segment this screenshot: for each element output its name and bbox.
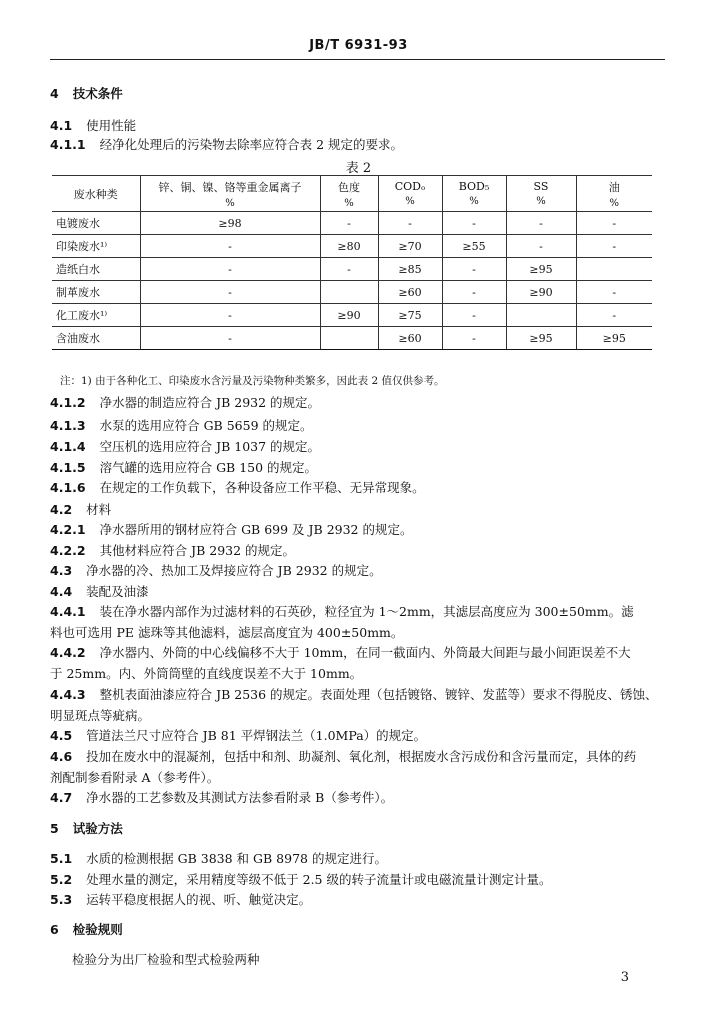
clause-4-3: 4.3 净水器的冷、热加工及焊接应符合 JB 2932 的规定。: [50, 563, 382, 578]
cell-cod: ≥60: [378, 327, 442, 350]
clause-4-1: 4.1 使用性能: [50, 118, 137, 133]
clause-4-2: 4.2 材料: [50, 502, 112, 517]
cell-ss: -: [506, 212, 576, 235]
cell-ss: -: [506, 235, 576, 258]
cell-oil: -: [576, 304, 652, 327]
table-row: [52, 304, 652, 327]
table-row: [52, 327, 652, 350]
cell-bod: -: [442, 281, 506, 304]
cell-kind: 制革废水: [52, 281, 140, 304]
header-rule: [50, 59, 665, 60]
clause-4-1-1: 4.1.1 经净化处理后的污染物去除率应符合表 2 规定的要求。: [50, 137, 403, 152]
cell-color: -: [320, 212, 378, 235]
clause-5-1: 5.1 水质的检测根据 GB 3838 和 GB 8978 的规定进行。: [50, 851, 387, 866]
cell-ss: ≥95: [506, 258, 576, 281]
cell-bod: -: [442, 304, 506, 327]
clause-4-1-5: 4.1.5 溶气罐的选用应符合 GB 150 的规定。: [50, 460, 318, 475]
clause-4-1-3: 4.1.3 水泵的选用应符合 GB 5659 的规定。: [50, 418, 313, 433]
clause-4-4: 4.4 装配及油漆: [50, 584, 149, 599]
header-cod: CODₒ %: [378, 176, 442, 212]
cell-oil: ≥95: [576, 327, 652, 350]
cell-bod: -: [442, 327, 506, 350]
cell-color: [320, 327, 378, 350]
cell-ss: ≥90: [506, 281, 576, 304]
cell-metal: -: [140, 327, 320, 350]
section-6-heading: 6 检验规则: [50, 922, 123, 937]
cell-kind: 化工废水¹⁾: [52, 304, 140, 327]
table-row: [52, 212, 652, 235]
clause-4-1-4: 4.1.4 空压机的选用应符合 JB 1037 的规定。: [50, 439, 321, 454]
cell-metal: -: [140, 258, 320, 281]
table-note: 注：1) 由于各种化工、印染废水含污量及污染物种类繁多，因此表 2 值仅供参考。: [60, 375, 445, 387]
cell-ss: ≥95: [506, 327, 576, 350]
cell-oil: -: [576, 235, 652, 258]
cell-color: ≥90: [320, 304, 378, 327]
header-color: 色度 %: [320, 176, 378, 212]
table-2-title: 表 2: [345, 161, 372, 176]
clause-4-7: 4.7 净水器的工艺参数及其测试方法参看附录 B（参考件）。: [50, 790, 394, 805]
clause-4-4-2-continued: 于 25mm。内、外筒筒壁的直线度误差不大于 10mm。: [50, 666, 363, 681]
cell-cod: ≥75: [378, 304, 442, 327]
cell-bod: -: [442, 258, 506, 281]
header-heavy-metal: 锌、铜、镍、铬等重金属离子 %: [140, 176, 320, 212]
clause-4-6: 4.6 投加在废水中的混凝剂，包括中和剂、助凝剂、氧化剂，根据废水含污成份和含污量而定，具体的药: [50, 749, 637, 764]
cell-metal: -: [140, 304, 320, 327]
cell-color: -: [320, 258, 378, 281]
cell-color: [320, 281, 378, 304]
clause-4-4-3: 4.4.3 整机表面油漆应符合 JB 2536 的规定。表面处理（包括镀铬、镀锌、发蓝等）要求不得脱皮、锈蚀、: [50, 687, 658, 702]
cell-ss: [506, 304, 576, 327]
clause-4-4-3-continued: 明显斑点等疵病。: [50, 708, 151, 723]
clause-4-4-1: 4.4.1 装在净水器内部作为过滤材料的石英砂，粒径宜为 1～2mm，其滤层高度应为 300±50mm。滤: [50, 604, 634, 619]
cell-kind: 电镀废水: [52, 212, 140, 235]
cell-kind: 印染废水¹⁾: [52, 235, 140, 258]
section-4-heading: 4 技术条件: [50, 86, 123, 101]
clause-4-4-1-continued: 料也可选用 PE 滤珠等其他滤料，滤层高度宜为 400±50mm。: [50, 625, 404, 640]
table-row: [52, 258, 652, 281]
cell-bod: ≥55: [442, 235, 506, 258]
removal-rate-table: [52, 175, 652, 350]
cell-metal: ≥98: [140, 212, 320, 235]
cell-oil: -: [576, 212, 652, 235]
clause-4-1-2: 4.1.2 净水器的制造应符合 JB 2932 的规定。: [50, 395, 321, 410]
table-row: [52, 235, 652, 258]
cell-cod: ≥85: [378, 258, 442, 281]
standard-header: JB/T 6931-93: [309, 38, 408, 53]
clause-5-3: 5.3 运转平稳度根据人的视、听、触觉决定。: [50, 892, 312, 907]
clause-5-2: 5.2 处理水量的测定，采用精度等级不低于 2.5 级的转子流量计或电磁流量计测定计量。: [50, 872, 552, 887]
cell-bod: -: [442, 212, 506, 235]
table-row: [52, 281, 652, 304]
clause-4-2-1: 4.2.1 净水器所用的钢材应符合 GB 699 及 JB 2932 的规定。: [50, 522, 413, 537]
clause-4-1-6: 4.1.6 在规定的工作负载下，各种设备应工作平稳、无异常现象。: [50, 480, 425, 495]
header-ss: SS %: [506, 176, 576, 212]
clause-4-6-continued: 剂配制参看附录 A（参考件）。: [50, 770, 220, 785]
cell-oil: [576, 258, 652, 281]
section-5-heading: 5 试验方法: [50, 821, 123, 836]
clause-4-4-2: 4.4.2 净水器内、外筒的中心线偏移不大于 10mm，在同一截面内、外筒最大间距与最小间距误差不大: [50, 645, 631, 660]
page-number: 3: [620, 970, 629, 985]
header-oil: 油 %: [576, 176, 652, 212]
cell-kind: 造纸白水: [52, 258, 140, 281]
table-header-row: [52, 176, 652, 212]
cell-kind: 含油废水: [52, 327, 140, 350]
cell-cod: ≥70: [378, 235, 442, 258]
section-6-text: 检验分为出厂检验和型式检验两种: [72, 952, 260, 967]
clause-4-5: 4.5 管道法兰尺寸应符合 JB 81 平焊钢法兰（1.0MPa）的规定。: [50, 728, 427, 743]
cell-cod: ≥60: [378, 281, 442, 304]
cell-cod: -: [378, 212, 442, 235]
cell-metal: -: [140, 281, 320, 304]
header-bod: BOD₅ %: [442, 176, 506, 212]
header-kind: 废水种类: [52, 176, 140, 212]
cell-color: ≥80: [320, 235, 378, 258]
clause-4-2-2: 4.2.2 其他材料应符合 JB 2932 的规定。: [50, 543, 296, 558]
cell-metal: -: [140, 235, 320, 258]
cell-oil: -: [576, 281, 652, 304]
